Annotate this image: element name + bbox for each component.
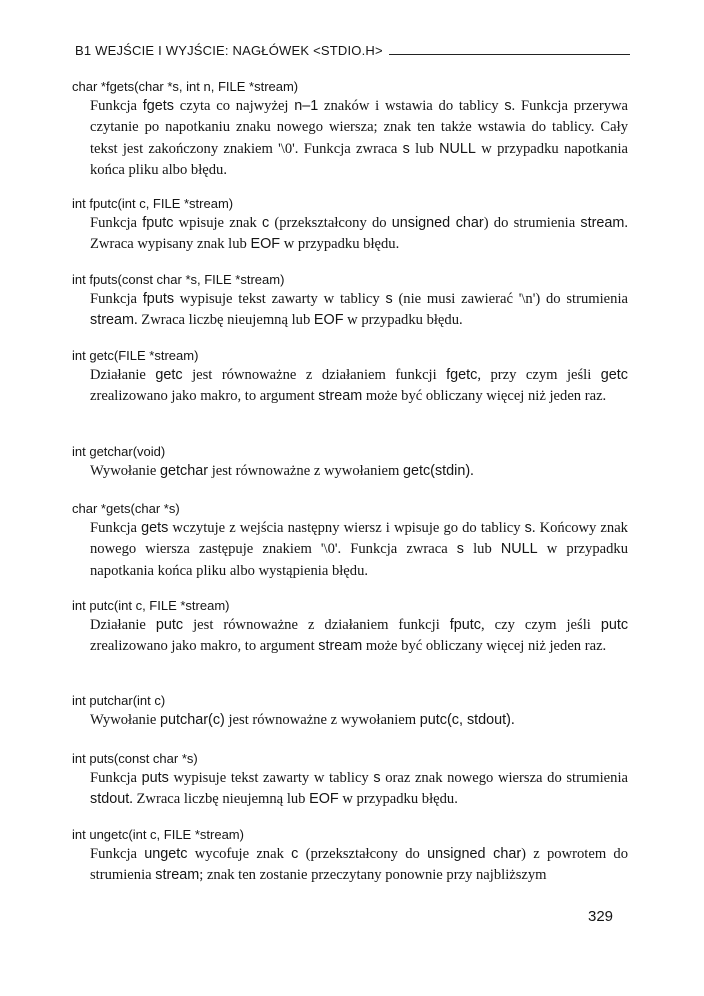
code-identifier: fputs [142,291,175,307]
function-entry [72,443,628,482]
code-identifier: s [504,98,512,114]
code-identifier: putc [600,617,629,633]
code-identifier: fputc [142,215,174,231]
code-identifier: puts [141,770,169,786]
code-identifier: c [291,846,299,862]
code-identifier: c [261,215,270,231]
function-description: Funkcja fgets czyta co najwyżej n–1 znaków i wstawia do tablicy s. Funkcja przerywa czytanie po napotkaniu znaku nowego wiersza; znak ten także wstawia do tablicy. Cały tekst jest zakończony znakiem '\0'. Funkcja zwraca s lub NULL w przypadku napotkania końca pliku albo błędu. [90,98,629,179]
function-signature: char *fgets(char *s, int n, FILE *stream) [72,79,299,94]
code-identifier: stream [90,312,134,329]
code-identifier: ungetc [144,846,188,862]
code-identifier: stream [318,388,363,405]
code-identifier: s [373,770,381,786]
function-signature: int puts(const char *s) [72,751,198,766]
code-identifier: unsigned char [427,846,522,862]
code-identifier: putc [155,617,184,633]
code-identifier: gets [141,520,169,536]
code-identifier: getc(stdin) [402,463,471,479]
function-description: Funkcja fputc wpisuje znak c (przekształcony do unsigned char) do strumienia stream. Zwraca wypisany znak lub EOF w przypadku błędu. [90,215,629,253]
code-identifier: EOF [309,791,339,808]
function-signature: int fputc(int c, FILE *stream) [72,196,234,211]
function-signature: int putc(int c, FILE *stream) [72,598,230,613]
function-entry [72,826,628,887]
function-description: Funkcja puts wypisuje tekst zawarty w tablicy s oraz znak nowego wiersza do strumienia stdout. Zwraca liczbę nieujemną lub EOF w przypadku błędu. [90,770,628,808]
code-identifier: s [524,520,532,536]
code-identifier: getc [600,367,628,383]
function-entry [72,271,628,332]
function-signature: char *gets(char *s) [72,501,180,516]
function-signature: int fputs(const char *s, FILE *stream) [72,272,285,287]
function-entry [72,347,628,408]
code-identifier: putc(c, stdout) [419,712,511,728]
running-title: B1 WEJŚCIE I WYJŚCIE: NAGŁÓWEK <STDIO.H> [75,43,383,58]
code-identifier: s [456,541,464,558]
code-identifier: unsigned char [391,215,484,231]
code-identifier: stream [318,638,363,655]
code-identifier: EOF [313,312,344,329]
function-description: Wywołanie getchar jest równoważne z wywołaniem getc(stdin). [90,463,474,479]
function-description: Funkcja fputs wypisuje tekst zawarty w tablicy s (nie musi zawierać '\n') do strumienia stream. Zwraca liczbę nieujemną lub EOF w przypadku błędu. [90,291,628,329]
function-entry [72,500,628,582]
function-entry [72,597,628,658]
code-identifier: stream [155,867,200,884]
code-identifier: getchar [160,463,209,479]
function-entry [72,692,628,731]
function-signature: int ungetc(int c, FILE *stream) [72,827,244,842]
page-number: 329 [588,908,614,925]
function-signature: int getchar(void) [72,444,166,459]
code-identifier: fgets [142,98,174,114]
code-identifier: getc [155,367,183,383]
function-description: Wywołanie putchar(c) jest równoważne z wywołaniem putc(c, stdout). [90,712,515,728]
function-entry [72,195,628,256]
function-entry [72,78,628,182]
code-identifier: fputc [449,617,481,633]
code-identifier: n–1 [294,98,319,114]
code-identifier: EOF [250,236,281,253]
running-header [75,38,630,58]
code-identifier: stdout [90,791,130,808]
function-entry [72,750,628,811]
header-rule [389,54,630,55]
function-signature: int getc(FILE *stream) [72,348,199,363]
function-description: Działanie putc jest równoważne z działaniem funkcji fputc, czy czym jeśli putc zrealizowano jako makro, to argument stream może być obliczany więcej niż jeden raz. [90,617,629,655]
function-description: Działanie getc jest równoważne z działaniem funkcji fgetc, przy czym jeśli getc zrealizowano jako makro, to argument stream może być obliczany więcej niż jeden raz. [90,367,628,405]
code-identifier: stream [580,215,625,231]
code-identifier: s [385,291,393,307]
code-identifier: NULL [439,140,476,157]
code-identifier: fgetc [446,367,478,383]
function-description: Funkcja gets wczytuje z wejścia następny wiersz i wpisuje go do tablicy s. Końcowy znak nowego wiersza zastępuje znakiem '\0'. Funkcja zwraca s lub NULL w przypadku napotkania końca pliku albo wystąpienia błędu. [90,520,628,579]
code-identifier: NULL [500,541,538,558]
function-description: Funkcja ungetc wycofuje znak c (przekształcony do unsigned char) z powrotem do strumienia stream; znak ten zostanie przeczytany ponownie przy najbliższym [90,846,629,884]
code-identifier: putchar(c) [160,712,225,728]
code-identifier: s [402,140,410,157]
function-signature: int putchar(int c) [72,693,166,708]
